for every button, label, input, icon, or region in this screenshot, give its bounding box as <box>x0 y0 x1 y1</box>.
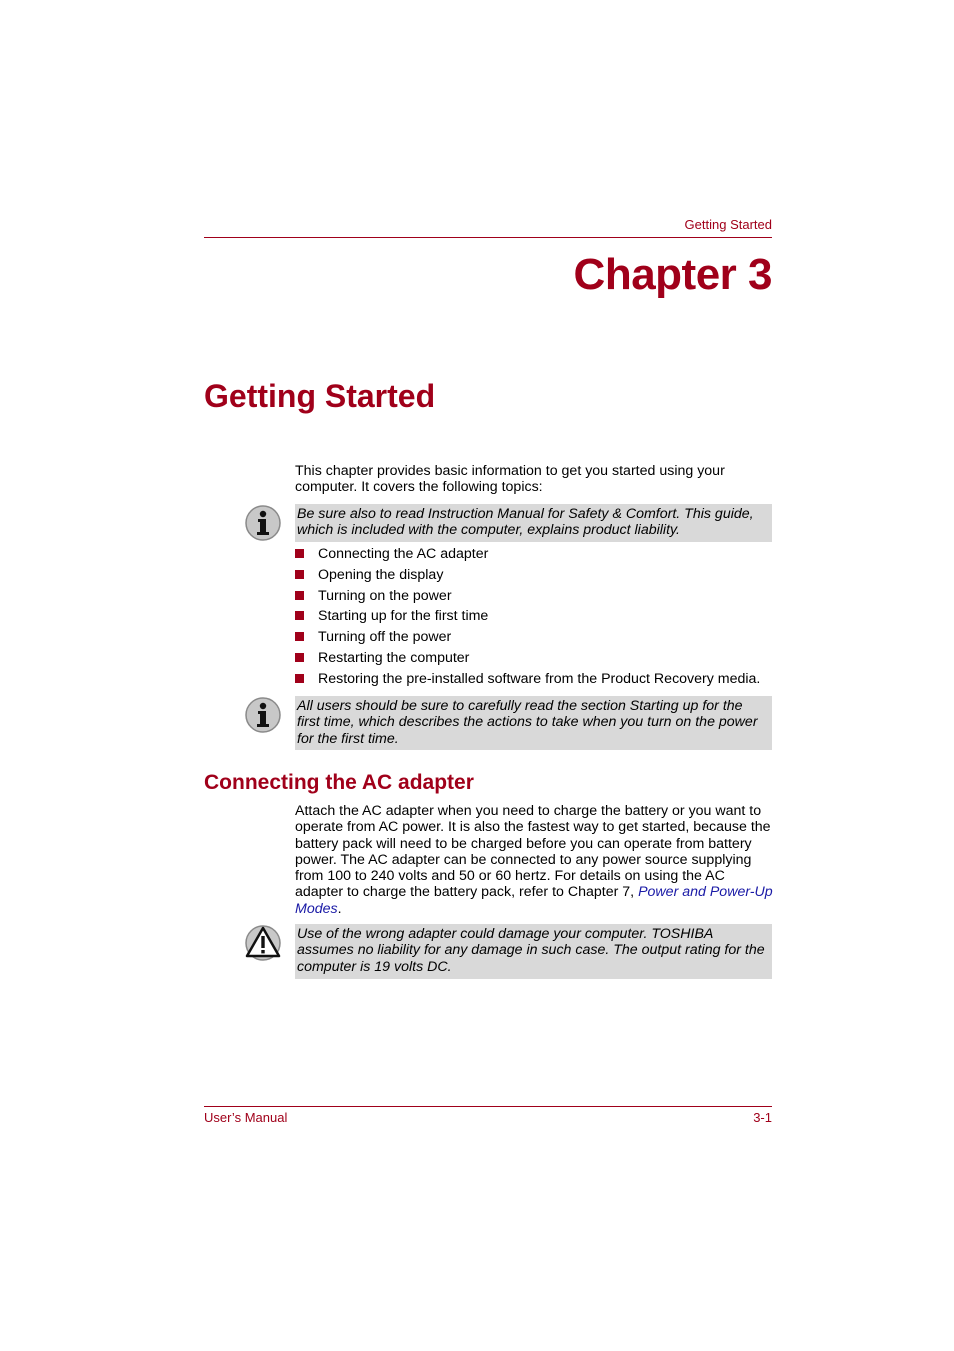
info-icon <box>244 696 282 734</box>
running-header: Getting Started <box>684 217 772 232</box>
list-item-text: Restarting the computer <box>318 649 470 666</box>
list-item <box>295 587 760 608</box>
list-item-text: Turning off the power <box>318 629 452 646</box>
bullet-square <box>295 549 304 558</box>
list-item-text: Opening the display <box>318 566 444 583</box>
bullet-square <box>295 632 304 641</box>
footer-rule <box>204 1106 772 1107</box>
warning-icon <box>244 924 282 962</box>
subsection-title: Connecting the AC adapter <box>204 771 474 794</box>
list-item-text: Starting up for the first time <box>318 608 489 625</box>
page-number: 3-1 <box>753 1110 772 1125</box>
ac-adapter-paragraph <box>295 803 775 917</box>
list-item-text: Restoring the pre-installed software from the Product Recovery media. <box>318 670 761 687</box>
chapter-title: Chapter 3 <box>573 250 772 299</box>
info-icon <box>244 504 282 542</box>
list-item-text: Connecting the AC adapter <box>318 546 489 562</box>
intro-paragraph: This chapter provides basic information to get you started using your computer. It covers the following topics: <box>295 463 725 496</box>
list-item <box>295 628 760 649</box>
footer-manual-name: User’s Manual <box>204 1110 288 1125</box>
bullet-square <box>295 653 304 662</box>
bullet-square <box>295 611 304 620</box>
list-item <box>295 670 760 691</box>
list-item <box>295 607 760 628</box>
header-rule <box>204 237 772 238</box>
list-item <box>295 545 760 566</box>
note-safety-comfort: Be sure also to read Instruction Manual for Safety & Comfort. This guide, which is included with the computer, explains product liability. <box>295 504 772 542</box>
list-item <box>295 649 760 670</box>
topic-list <box>295 545 760 691</box>
note-first-time: All users should be sure to carefully read the section Starting up for the first time, which describes the actions to take when you turn on the power for the first time. <box>295 696 772 750</box>
list-item-text: Turning on the power <box>318 587 452 604</box>
bullet-square <box>295 674 304 683</box>
caution-note: Use of the wrong adapter could damage your computer. TOSHIBA assumes no liability for any damage in such case. The output rating for the computer is 19 volts DC. <box>295 924 772 979</box>
list-item <box>295 566 760 587</box>
section-title: Getting Started <box>204 378 436 414</box>
ac-adapter-body-end: . <box>337 900 342 917</box>
ac-adapter-body: Attach the AC adapter when you need to charge the battery or you want to operate from AC power. It is also the fastest way to get started, because the battery pack will need to be charged before you can operate from battery power. The AC adapter can be connected to any power source supplying from 100 to 240 volts and 50 or 60 hertz. For details on using the AC adapter to charge the battery pack, refer to Chapter 7, <box>295 803 771 901</box>
bullet-square <box>295 570 304 579</box>
power-modes-link[interactable]: Power and Power-Up Modes <box>295 884 773 917</box>
bullet-square <box>295 591 304 600</box>
